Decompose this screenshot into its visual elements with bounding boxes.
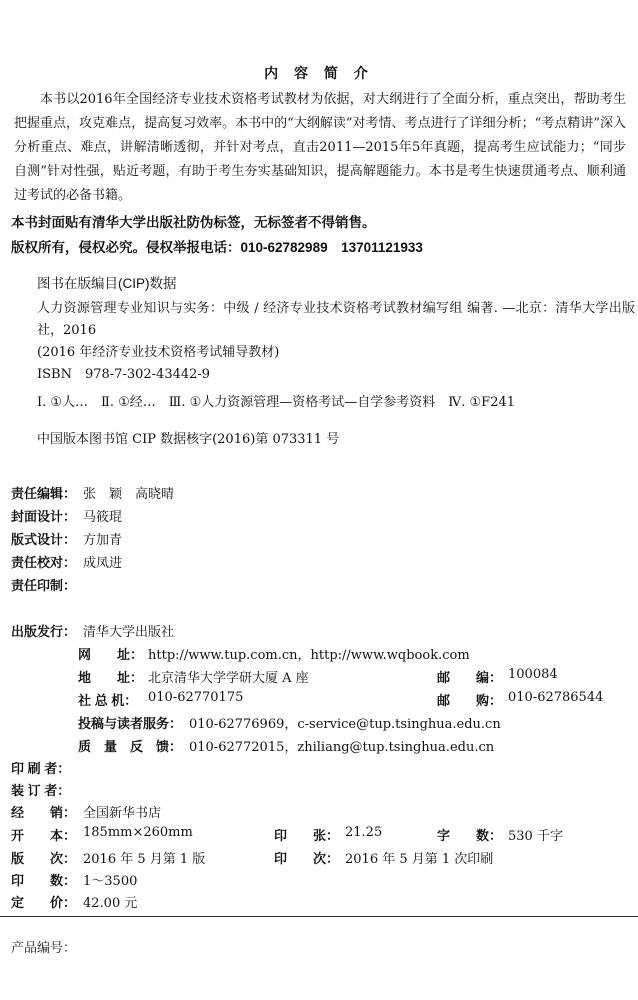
cip-entry: 人力资源管理专业知识与实务：中级 / 经济专业技术资格考试教材编写组 编著. —北京：清华大学出版社，2016 bbox=[37, 301, 635, 338]
quality-feedback-label: 质 量 反 馈： bbox=[78, 739, 183, 754]
sheets-value: 21.25 bbox=[345, 825, 383, 840]
publisher-name: 清华大学出版社 bbox=[83, 625, 175, 640]
cip-title: 图书在版编目(CIP)数据 bbox=[37, 276, 177, 291]
format-value: 185mm×260mm bbox=[83, 825, 193, 840]
impression-label: 印 次： bbox=[274, 851, 340, 866]
cip-library-record: 中国版本图书馆 CIP 数据核字(2016)第 073311 号 bbox=[37, 432, 340, 447]
layout-design-label: 版式设计： bbox=[11, 532, 77, 547]
edition-value: 2016 年 5 月第 1 版 bbox=[83, 852, 206, 867]
format-label: 开 本： bbox=[11, 828, 77, 843]
product-number-label: 产品编号： bbox=[11, 940, 77, 955]
intro-paragraph bbox=[14, 88, 626, 208]
price-value: 42.00 元 bbox=[83, 896, 138, 911]
proofreading-value: 成凤进 bbox=[83, 556, 123, 571]
distributor-label: 经 销： bbox=[11, 805, 77, 820]
responsible-editor-value: 张 颖 高晓晴 bbox=[83, 487, 175, 502]
address-label: 地 址： bbox=[78, 670, 144, 685]
distributor-value: 全国新华书店 bbox=[83, 806, 162, 821]
mail-order-value: 010-62786544 bbox=[508, 690, 604, 705]
cip-series: (2016 年经济专业技术资格考试辅导教材) bbox=[37, 345, 280, 360]
cover-design-value: 马筱琨 bbox=[83, 510, 123, 525]
edition-label: 版 次： bbox=[11, 851, 77, 866]
website-value: http://www.tup.com.cn，http://www.wqbook.com bbox=[148, 648, 470, 663]
print-run-value: 1～3500 bbox=[83, 874, 138, 889]
sheets-label: 印 张： bbox=[274, 828, 340, 843]
divider-line bbox=[0, 916, 638, 917]
price-label: 定 价： bbox=[11, 895, 77, 910]
printer-label: 印 刷 者： bbox=[11, 761, 71, 776]
cip-isbn: ISBN 978-7-302-43442-9 bbox=[37, 367, 211, 382]
copyright-notice: 版权所有，侵权必究。侵权举报电话：010-62782989 13701121933 bbox=[11, 240, 423, 255]
layout-design-value: 方加青 bbox=[83, 533, 123, 548]
anti-counterfeit-notice: 本书封面贴有清华大学出版社防伪标签，无标签者不得销售。 bbox=[11, 215, 376, 230]
responsible-editor-label: 责任编辑： bbox=[11, 486, 77, 501]
intro-heading: 内 容 简 介 bbox=[264, 65, 374, 81]
cover-design-label: 封面设计： bbox=[11, 509, 77, 524]
mail-order-label: 邮 购： bbox=[437, 693, 503, 708]
publisher-label: 出版发行： bbox=[11, 624, 77, 639]
cip-classification: Ⅰ. ①人… Ⅱ. ①经… Ⅲ. ①人力资源管理—资格考试—自学参考资料 Ⅳ. ①F241 bbox=[37, 395, 516, 410]
postcode-label: 邮 编： bbox=[437, 670, 503, 685]
word-count-label: 字 数： bbox=[437, 828, 503, 843]
word-count-value: 530 千字 bbox=[508, 829, 563, 844]
website-label: 网 址： bbox=[78, 647, 144, 662]
binder-label: 装 订 者： bbox=[11, 783, 71, 798]
postcode-value: 100084 bbox=[508, 667, 558, 682]
impression-value: 2016 年 5 月第 1 次印刷 bbox=[345, 852, 494, 867]
print-run-label: 印 数： bbox=[11, 873, 77, 888]
printing-manager-label: 责任印制： bbox=[11, 578, 77, 593]
proofreading-label: 责任校对： bbox=[11, 555, 77, 570]
reader-service-value: 010-62776969，c-service@tup.tsinghua.edu.cn bbox=[189, 717, 501, 732]
reader-service-label: 投稿与读者服务： bbox=[78, 716, 183, 731]
address-value: 北京清华大学学研大厦 A 座 bbox=[148, 671, 309, 686]
quality-feedback-value: 010-62772015，zhiliang@tup.tsinghua.edu.cn bbox=[189, 740, 495, 755]
switchboard-value: 010-62770175 bbox=[148, 690, 244, 705]
intro-paragraph-text: 本书以2016年全国经济专业技术资格考试教材为依据，对大纲进行了全面分析，重点突出，帮助考生把握重点，攻克难点，提高复习效率。本书中的“大纲解读”对考情、考点进行了详细分析；“考点精讲”深入分析重点、难点，讲解清晰透彻，并针对考点，直击2011—2015年5年真题，提高考生应试能力；“同步自测”针对性强，贴近考题，有助于考生夯实基础知识，提高解题能力。本书是考生快速贯通考点、顺利通过考试的必备书籍。 bbox=[14, 92, 626, 203]
switchboard-label: 社 总 机： bbox=[78, 693, 138, 708]
